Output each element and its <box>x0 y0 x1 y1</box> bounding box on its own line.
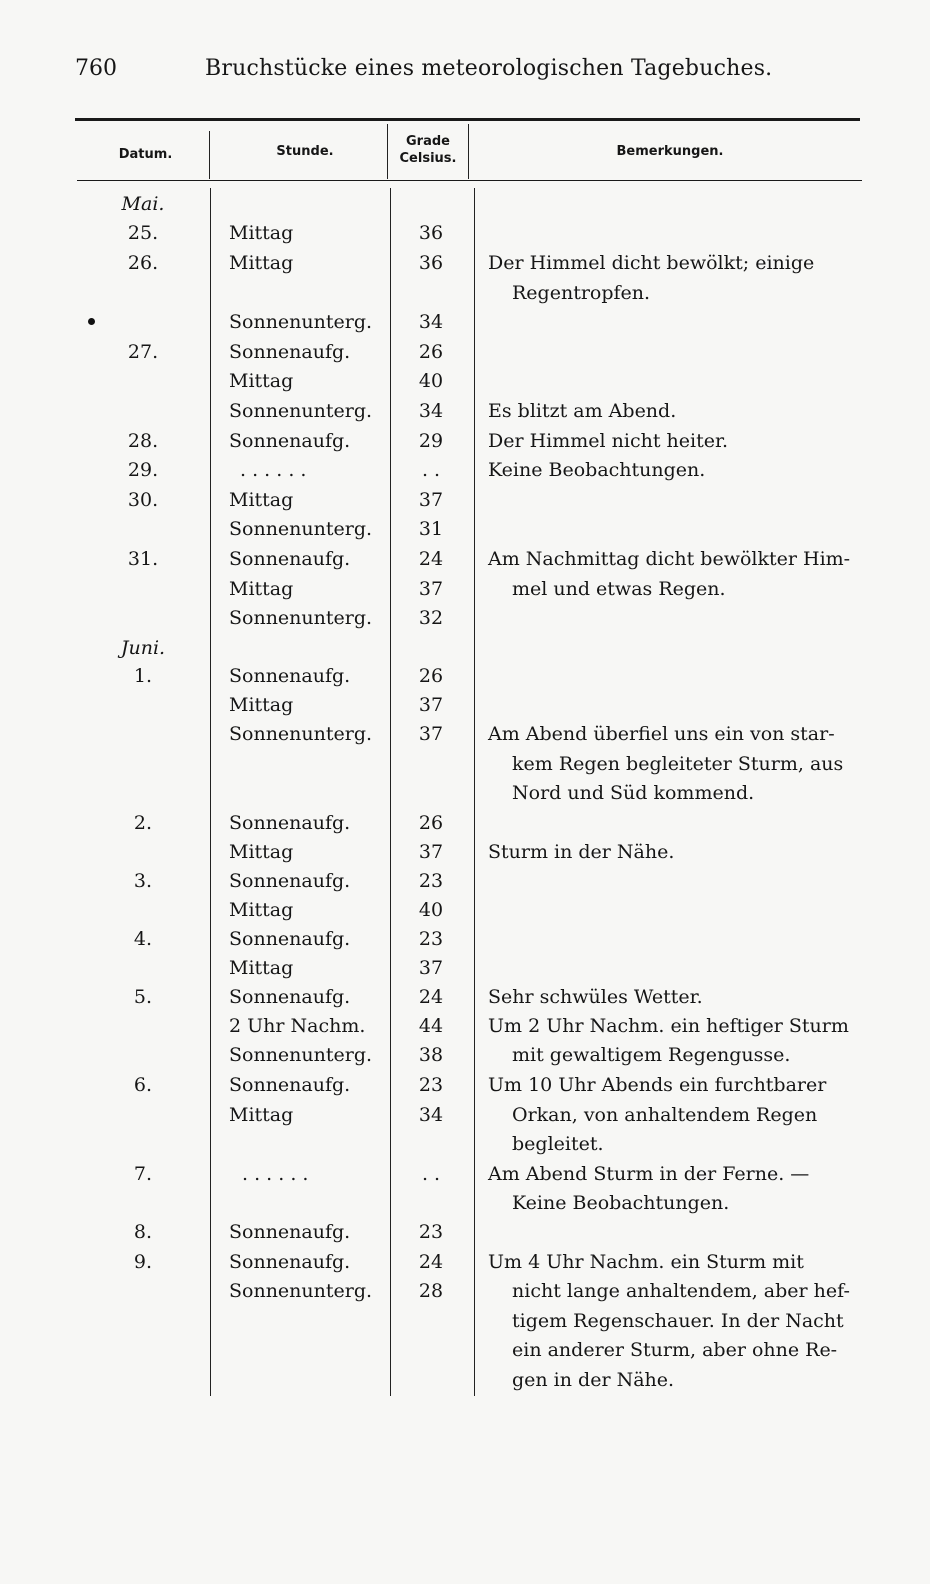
date-cell: 1. <box>133 665 153 687</box>
date-cell: 29. <box>127 459 159 481</box>
hour-cell: Sonnenaufg. <box>229 928 351 950</box>
remark-line: begleitet. <box>512 1133 604 1155</box>
degree-cell: 26 <box>418 341 444 363</box>
degree-cell: 40 <box>418 899 444 921</box>
body-divider-1 <box>210 188 211 1396</box>
degree-cell: 24 <box>418 548 444 570</box>
date-cell: 9. <box>133 1251 153 1273</box>
remark-line: kem Regen begleiteter Sturm, aus <box>512 753 844 775</box>
degree-cell: 34 <box>418 311 444 333</box>
header-divider-2 <box>387 124 388 179</box>
remark-line: Am Abend überfiel uns ein von star- <box>488 723 835 745</box>
date-cell: 4. <box>133 928 153 950</box>
margin-dot <box>88 318 95 325</box>
column-header-bemerkungen: Bemerkungen. <box>616 144 724 159</box>
column-header-grade-line1: Grade <box>406 134 450 149</box>
hour-cell: Sonnenaufg. <box>229 665 351 687</box>
hour-cell: Mittag <box>229 841 294 863</box>
remark-line: ein anderer Sturm, aber ohne Re- <box>512 1339 838 1361</box>
hour-cell: Mittag <box>229 578 294 600</box>
degree-cell: 23 <box>418 870 444 892</box>
degree-cell: 24 <box>418 1251 444 1273</box>
remark-line: nicht lange anhaltendem, aber hef- <box>512 1280 850 1302</box>
degree-cell: 37 <box>418 578 444 600</box>
remark-line: Regentropfen. <box>512 282 651 304</box>
remark-line: Sehr schwüles Wetter. <box>488 986 703 1008</box>
remark-line: Orkan, von anhaltendem Regen <box>512 1104 818 1126</box>
header-rule <box>77 180 862 181</box>
date-cell: 3. <box>133 870 153 892</box>
degree-cell: 37 <box>418 694 444 716</box>
hour-cell: Sonnenunterg. <box>229 1280 373 1302</box>
remark-line: gen in der Nähe. <box>512 1369 675 1391</box>
hour-cell: Mittag <box>229 694 294 716</box>
hour-cell: Sonnenunterg. <box>229 1044 373 1066</box>
running-title: Bruchstücke eines meteorologischen Tagebuches. <box>205 56 773 81</box>
column-header-grade <box>392 133 464 167</box>
degree-cell: 29 <box>418 430 444 452</box>
hour-cell: Sonnenaufg. <box>229 986 351 1008</box>
degree-cell: 31 <box>418 518 444 540</box>
degree-cell: 37 <box>418 723 444 745</box>
degree-cell: 37 <box>418 957 444 979</box>
header-divider-3 <box>468 124 469 179</box>
date-cell: 2. <box>133 812 153 834</box>
remark-line: Es blitzt am Abend. <box>488 400 677 422</box>
degree-cell: 36 <box>418 252 444 274</box>
degree-cell: 23 <box>418 1074 444 1096</box>
degree-cell: 37 <box>418 841 444 863</box>
date-cell: 6. <box>133 1074 153 1096</box>
column-header-grade-line2: Celsius. <box>399 151 457 166</box>
month-label: Juni. <box>120 637 166 659</box>
top-rule <box>75 118 860 121</box>
degree-cell: 32 <box>418 607 444 629</box>
degree-cell: 34 <box>418 400 444 422</box>
degree-cell: 24 <box>418 986 444 1008</box>
degree-cell: . . <box>421 459 441 481</box>
degree-cell: 44 <box>418 1015 444 1037</box>
remark-line: Um 10 Uhr Abends ein furchtbarer <box>488 1074 827 1096</box>
remark-line: Sturm in der Nähe. <box>488 841 675 863</box>
hour-cell: Sonnenunterg. <box>229 400 373 422</box>
degree-cell: 38 <box>418 1044 444 1066</box>
hour-cell: . . . . . . <box>240 459 307 481</box>
remark-line: Keine Beobachtungen. <box>488 459 706 481</box>
hour-cell: Sonnenaufg. <box>229 1074 351 1096</box>
hour-cell: Sonnenaufg. <box>229 430 351 452</box>
hour-cell: Sonnenunterg. <box>229 723 373 745</box>
hour-cell: 2 Uhr Nachm. <box>229 1015 366 1037</box>
hour-cell: Mittag <box>229 489 294 511</box>
hour-cell: Mittag <box>229 222 294 244</box>
date-cell: 28. <box>127 430 159 452</box>
hour-cell: Mittag <box>229 899 294 921</box>
degree-cell: 23 <box>418 928 444 950</box>
hour-cell: Mittag <box>229 252 294 274</box>
hour-cell: Mittag <box>229 370 294 392</box>
remark-line: Am Abend Sturm in der Ferne. — <box>488 1163 810 1185</box>
remark-line: Der Himmel nicht heiter. <box>488 430 728 452</box>
remark-line: Keine Beobachtungen. <box>512 1192 730 1214</box>
body-divider-2 <box>390 188 391 1396</box>
degree-cell: 23 <box>418 1221 444 1243</box>
remark-line: Am Nachmittag dicht bewölkter Him- <box>488 548 851 570</box>
degree-cell: 40 <box>418 370 444 392</box>
header-divider-1 <box>209 131 210 179</box>
date-cell: 25. <box>127 222 159 244</box>
date-cell: 7. <box>133 1163 153 1185</box>
remark-line: Um 2 Uhr Nachm. ein heftiger Sturm <box>488 1015 849 1037</box>
hour-cell: . . . . . . <box>242 1163 309 1185</box>
degree-cell: 26 <box>418 812 444 834</box>
degree-cell: 28 <box>418 1280 444 1302</box>
degree-cell: . . <box>421 1163 441 1185</box>
hour-cell: Sonnenunterg. <box>229 311 373 333</box>
column-header-stunde: Stunde. <box>276 144 334 159</box>
hour-cell: Sonnenaufg. <box>229 548 351 570</box>
remark-line: Um 4 Uhr Nachm. ein Sturm mit <box>488 1251 804 1273</box>
remark-line: mel und etwas Regen. <box>512 578 726 600</box>
body-divider-3 <box>474 188 475 1396</box>
hour-cell: Sonnenunterg. <box>229 607 373 629</box>
hour-cell: Sonnenaufg. <box>229 341 351 363</box>
date-cell: 26. <box>127 252 159 274</box>
page-number: 760 <box>75 56 117 81</box>
date-cell: 31. <box>127 548 159 570</box>
date-cell: 8. <box>133 1221 153 1243</box>
degree-cell: 34 <box>418 1104 444 1126</box>
page-header <box>75 56 860 90</box>
month-label: Mai. <box>121 193 165 215</box>
hour-cell: Sonnenaufg. <box>229 1251 351 1273</box>
date-cell: 30. <box>127 489 159 511</box>
hour-cell: Sonnenaufg. <box>229 812 351 834</box>
date-cell: 5. <box>133 986 153 1008</box>
remark-line: Nord und Süd kommend. <box>512 782 755 804</box>
date-cell: 27. <box>127 341 159 363</box>
hour-cell: Mittag <box>229 957 294 979</box>
column-header-datum: Datum. <box>118 147 173 162</box>
degree-cell: 37 <box>418 489 444 511</box>
degree-cell: 36 <box>418 222 444 244</box>
hour-cell: Sonnenunterg. <box>229 518 373 540</box>
hour-cell: Mittag <box>229 1104 294 1126</box>
hour-cell: Sonnenaufg. <box>229 870 351 892</box>
degree-cell: 26 <box>418 665 444 687</box>
remark-line: tigem Regenschauer. In der Nacht <box>512 1310 844 1332</box>
hour-cell: Sonnenaufg. <box>229 1221 351 1243</box>
remark-line: Der Himmel dicht bewölkt; einige <box>488 252 815 274</box>
remark-line: mit gewaltigem Regengusse. <box>512 1044 791 1066</box>
